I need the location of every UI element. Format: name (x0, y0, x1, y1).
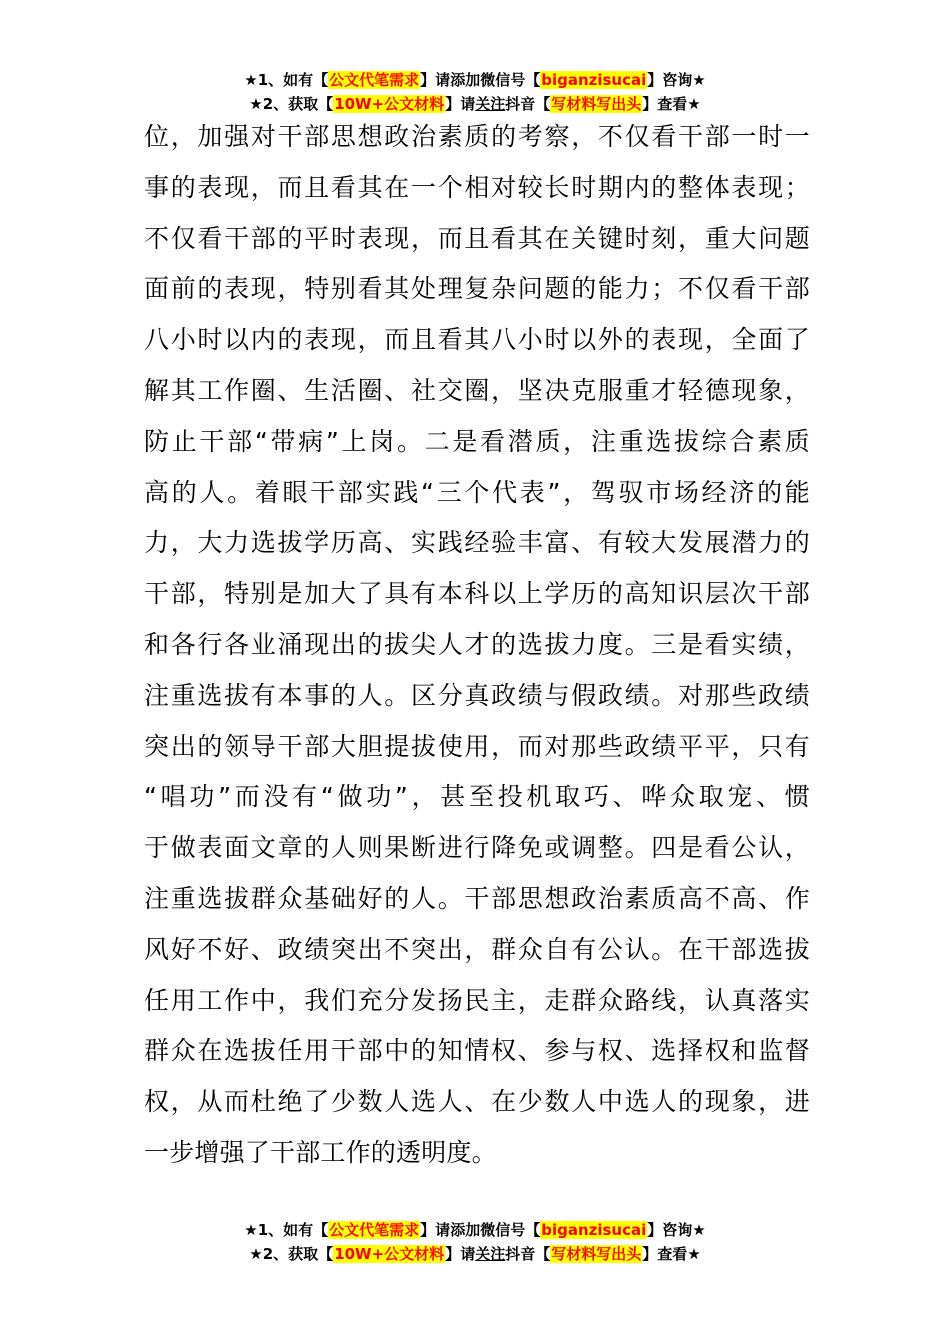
banner-text: ★1、如有【 (244, 1221, 329, 1239)
banner-line-1 (0, 1218, 950, 1242)
banner-text: 】请 (420, 71, 451, 89)
header-banner (0, 68, 950, 116)
banner-text: 微信号【 (480, 71, 541, 89)
banner-text: 添加 (450, 1221, 481, 1239)
banner-line-2 (0, 1242, 950, 1266)
materials-highlight: 10W+公文材料 (334, 95, 445, 113)
service-highlight: 公文代笔需求 (329, 1221, 420, 1239)
banner-text: 微信号【 (480, 1221, 541, 1239)
banner-text: 】请 (445, 95, 476, 113)
text-line: 一步增强了干部工作的透明度。 (144, 1137, 497, 1167)
text-line: 突出的领导干部大胆提拔使用，而对那些政绩平平，只有 (144, 731, 810, 761)
banner-text: 添加 (450, 71, 481, 89)
banner-text: 】咨询★ (647, 1221, 706, 1239)
banner-text: 】咨询★ (647, 71, 706, 89)
banner-text: 抖音【 (505, 95, 551, 113)
service-highlight: 公文代笔需求 (329, 71, 420, 89)
document-body (144, 112, 810, 1179)
banner-text: 抖音【 (505, 1245, 551, 1263)
banner-text: 】请 (445, 1245, 476, 1263)
banner-text: ★2、获取【 (249, 95, 334, 113)
text-line: 权，从而杜绝了少数人选人、在少数人中选人的现象，进 (144, 1087, 810, 1117)
text-line: “唱功”而没有“做功”，甚至投机取巧、哗众取宠、惯 (144, 782, 810, 812)
text-line: 面前的表现，特别看其处理复杂问题的能力；不仅看干部 (144, 274, 810, 304)
text-line: 注重选拔群众基础好的人。干部思想政治素质高不高、作 (144, 883, 810, 913)
footer-banner (0, 1218, 950, 1266)
text-line: 位，加强对干部思想政治素质的考察，不仅看干部一时一 (144, 122, 810, 151)
text-line: 解其工作圈、生活圈、社交圈，坚决克服重才轻德现象， (144, 375, 810, 405)
text-line: 和各行各业涌现出的拔尖人才的选拔力度。三是看实绩， (144, 629, 810, 659)
text-line: 防止干部“带病”上岗。二是看潜质，注重选拔综合素质 (144, 426, 810, 456)
banner-text: 关注 (475, 95, 506, 113)
banner-text: ★1、如有【 (244, 71, 329, 89)
banner-text: 】查看★ (642, 1245, 701, 1263)
douyin-highlight: 写材料写出头 (551, 95, 642, 113)
wechat-id-highlight: biganzisucai (541, 1221, 647, 1239)
banner-line-1 (0, 68, 950, 92)
text-line: 力，大力选拔学历高、实践经验丰富、有较大发展潜力的 (144, 528, 810, 558)
materials-highlight: 10W+公文材料 (334, 1245, 445, 1263)
text-line: 任用工作中，我们充分发扬民主，走群众路线，认真落实 (144, 985, 810, 1015)
text-line: 八小时以内的表现，而且看其八小时以外的表现，全面了 (144, 325, 810, 355)
text-line: 于做表面文章的人则果断进行降免或调整。四是看公认， (144, 833, 810, 863)
text-line: 高的人。着眼干部实践“三个代表”，驾驭市场经济的能 (144, 477, 810, 507)
banner-text: 】查看★ (642, 95, 701, 113)
douyin-highlight: 写材料写出头 (551, 1245, 642, 1263)
banner-text: ★2、获取【 (249, 1245, 334, 1263)
text-line: 事的表现，而且看其在一个相对较长时期内的整体表现； (144, 172, 810, 202)
wechat-id-highlight: biganzisucai (541, 71, 647, 89)
text-line: 干部，特别是加大了具有本科以上学历的高知识层次干部 (144, 579, 810, 609)
banner-text: 关注 (475, 1245, 506, 1263)
text-line: 风好不好、政绩突出不突出，群众自有公认。在干部选拔 (144, 934, 810, 964)
text-line: 不仅看干部的平时表现，而且看其在关键时刻，重大问题 (144, 223, 810, 253)
text-line: 群众在选拔任用干部中的知情权、参与权、选择权和监督 (144, 1036, 810, 1066)
banner-text: 】请 (420, 1221, 451, 1239)
text-line: 注重选拔有本事的人。区分真政绩与假政绩。对那些政绩 (144, 680, 810, 710)
